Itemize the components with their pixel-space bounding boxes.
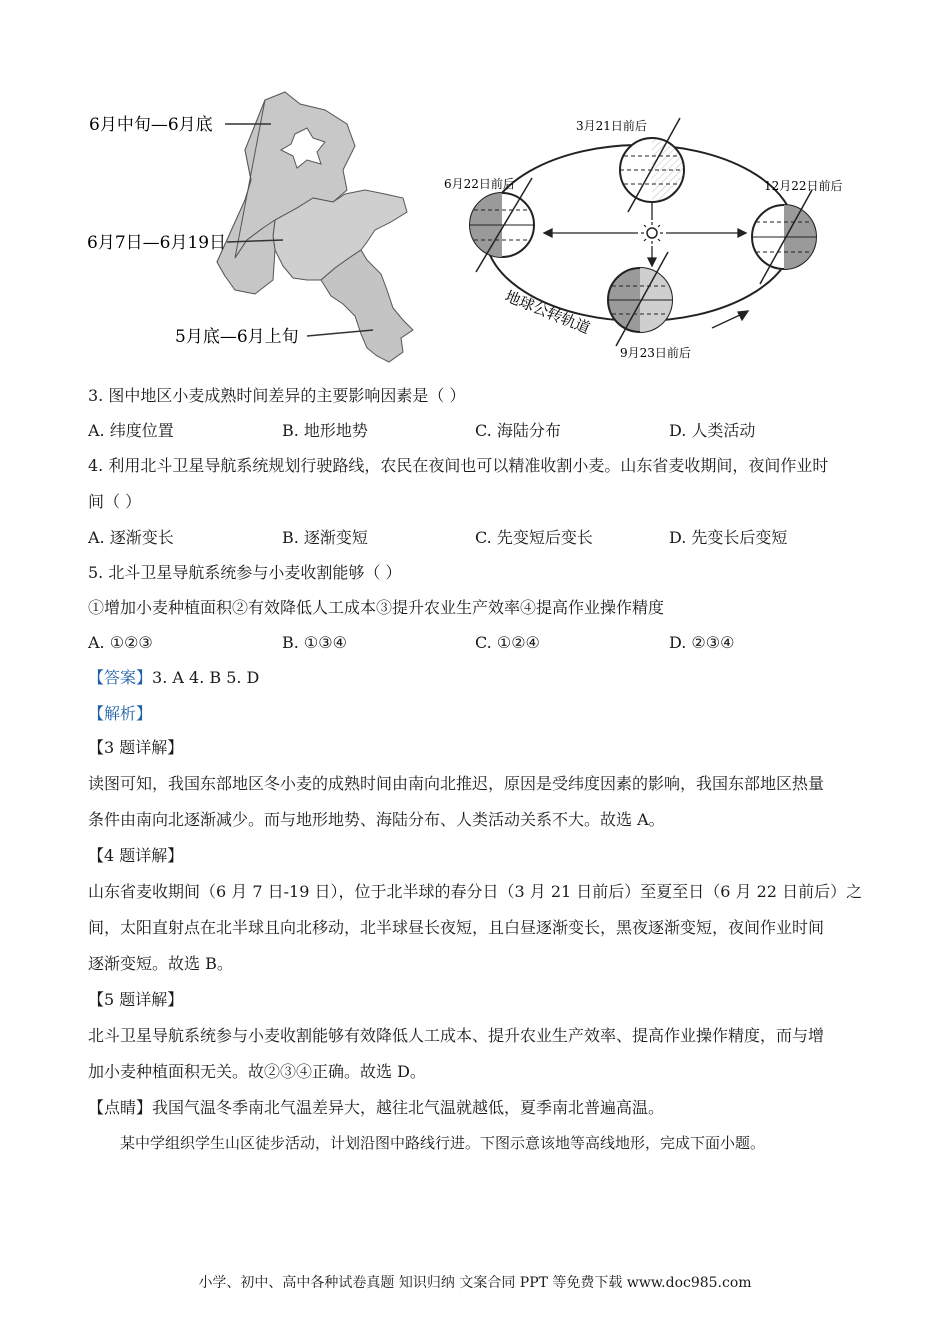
q4-stem-line2: 间（ ） [88,492,142,511]
q5-option-b: B. ①③④ [282,633,347,652]
page-footer: 小学、初中、高中各种试卷真题 知识归纳 文案合同 PPT 等免费下载 www.doc985.com [198,1275,752,1291]
d5-line2: 加小麦种植面积无关。故②③④正确。故选 D。 [88,1062,426,1081]
d4-title: 【4 题详解】 [88,846,184,865]
sun-icon [641,222,663,244]
q4-option-a: A. 逐渐变长 [88,528,174,547]
q3-option-a: A. 纬度位置 [88,421,174,440]
q3-option-d: D. 人类活动 [669,421,756,440]
orbit-track-label: 地球公转轨道 [502,287,593,338]
map-label-bottom: 5月底—6月上旬 [175,327,299,347]
map-label-top: 6月中旬—6月底 [89,115,213,135]
q3-option-b: B. 地形地势 [282,421,368,440]
d5-line1: 北斗卫星导航系统参与小麦收割能够有效降低人工成本、提升农业生产效率、提高作业操作精度，而与增 [88,1026,825,1045]
q3-stem: 3. 图中地区小麦成熟时间差异的主要影响因素是（ ） [88,386,466,405]
orbit-label-sep: 9月23日前后 [620,346,691,360]
answer-text: 3. A 4. B 5. D [152,668,260,687]
orbit-label-jun: 6月22日前后 [444,177,515,191]
d4-line3: 逐渐变短。故选 B。 [88,954,233,973]
analysis-tag: 【解析】 [88,704,153,723]
tip-line [88,1098,664,1118]
answer-line [88,668,259,688]
orbit-label-mar: 3月21日前后 [576,119,647,133]
q4-option-d: D. 先变长后变短 [669,528,788,547]
q5-option-d: D. ②③④ [669,633,735,652]
q5-items: ①增加小麦种植面积②有效降低人工成本③提升农业生产效率④提高作业操作精度 [88,598,665,617]
earth-orbit-diagram [440,100,860,370]
revolution-direction-arrow [712,311,748,328]
d3-line1: 读图可知，我国东部地区冬小麦的成熟时间由南向北推迟，原因是受纬度因素的影响，我国东部地区热量 [88,774,825,793]
wheat-harvest-map [85,90,425,380]
d4-line2: 间，太阳直射点在北半球且向北移动，北半球昼长夜短，且白昼逐渐变长，黑夜逐渐变短，夜间作业时间 [88,918,825,937]
d5-title: 【5 题详解】 [88,990,184,1009]
earth-december [752,190,816,284]
q3-option-c: C. 海陆分布 [475,421,561,440]
map-label-mid: 6月7日—6月19日 [87,233,227,253]
tip-tag: 【点睛】 [88,1098,153,1117]
q5-stem: 5. 北斗卫星导航系统参与小麦收割能够（ ） [88,563,402,582]
q4-option-b: B. 逐渐变短 [282,528,368,547]
q5-option-a: A. ①②③ [88,633,153,652]
orbit-label-dec: 12月22日前后 [764,179,843,193]
q5-option-c: C. ①②④ [475,633,540,652]
q4-stem-line1: 4. 利用北斗卫星导航系统规划行驶路线，农民在夜间也可以精准收割小麦。山东省麦收期间，夜间作业时 [88,456,829,475]
next-section-intro: 某中学组织学生山区徒步活动，计划沿图中路线行进。下图示意该地等高线地形，完成下面小题。 [120,1134,766,1152]
earth-june [470,178,534,272]
earth-september [608,252,672,346]
d3-title: 【3 题详解】 [88,738,184,757]
tip-text: 我国气温冬季南北气温差异大，越往北气温就越低，夏季南北普遍高温。 [152,1098,665,1117]
d4-line1: 山东省麦收期间（6 月 7 日-19 日），位于北半球的春分日（3 月 21 日前后）至夏至日（6 月 22 日前后）之 [88,882,863,901]
d3-line2: 条件由南向北逐渐减少。而与地形地势、海陆分布、人类活动关系不大。故选 A。 [88,810,665,829]
answer-tag: 【答案】 [88,668,153,687]
q4-option-c: C. 先变短后变长 [475,528,593,547]
